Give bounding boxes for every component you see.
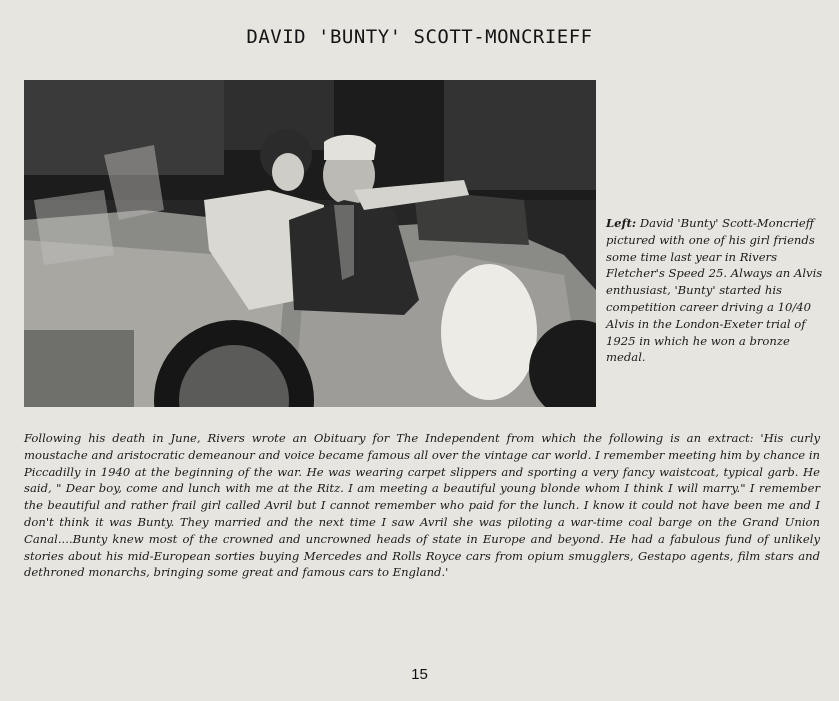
page-title: DAVID 'BUNTY' SCOTT-MONCRIEFF (246, 26, 593, 48)
caption-text: David 'Bunty' Scott-Moncrieff pictured with one of his girl friends some time last year in Rivers Fletcher's Speed 25. Always an Alvis enthusiast, 'Bunty' started his competition career driving a 10/40 Alvis in the London-Exeter trial of 1925 in which he won a bronze medal. (606, 216, 823, 365)
obituary-extract: Following his death in June, Rivers wrote an Obituary for The Independent from which the following is an extract: 'His curly moustache and aristocratic demeanour and voice became famous all over the vintage car world. I remember meeting him by chance in Piccadilly in 1940 at the beginning of the war. He was wearing carpet slippers and sporting a very fancy waistcoat, typical garb. He said, " Dear boy, come and lunch with me at the Ritz. I am meeting a beautiful young blonde whom I think I will marry." I remember the beautiful and rather frail girl called Avril but I cannot remember who paid for the lunch. I know it could not have been me and I don't think it was Bunty. They married and the next time I saw Avril she was piloting a war-time coal barge on the Grand Union Canal....Bunty knew most of the crowned and uncrowned heads of state in Europe and beyond. He had a fabulous fund of unlikely stories about his mid-European sorties buying Mercedes and Rolls Royce cars from opium smugglers, Gestapo agents, film stars and dethroned monarchs, bringing some great and famous cars to England.' (24, 431, 820, 580)
caption-lead: Left: (606, 216, 637, 230)
photo-illustration (24, 80, 596, 407)
photograph (24, 80, 596, 407)
photo-caption (606, 215, 830, 366)
page-number: 15 (411, 666, 428, 683)
